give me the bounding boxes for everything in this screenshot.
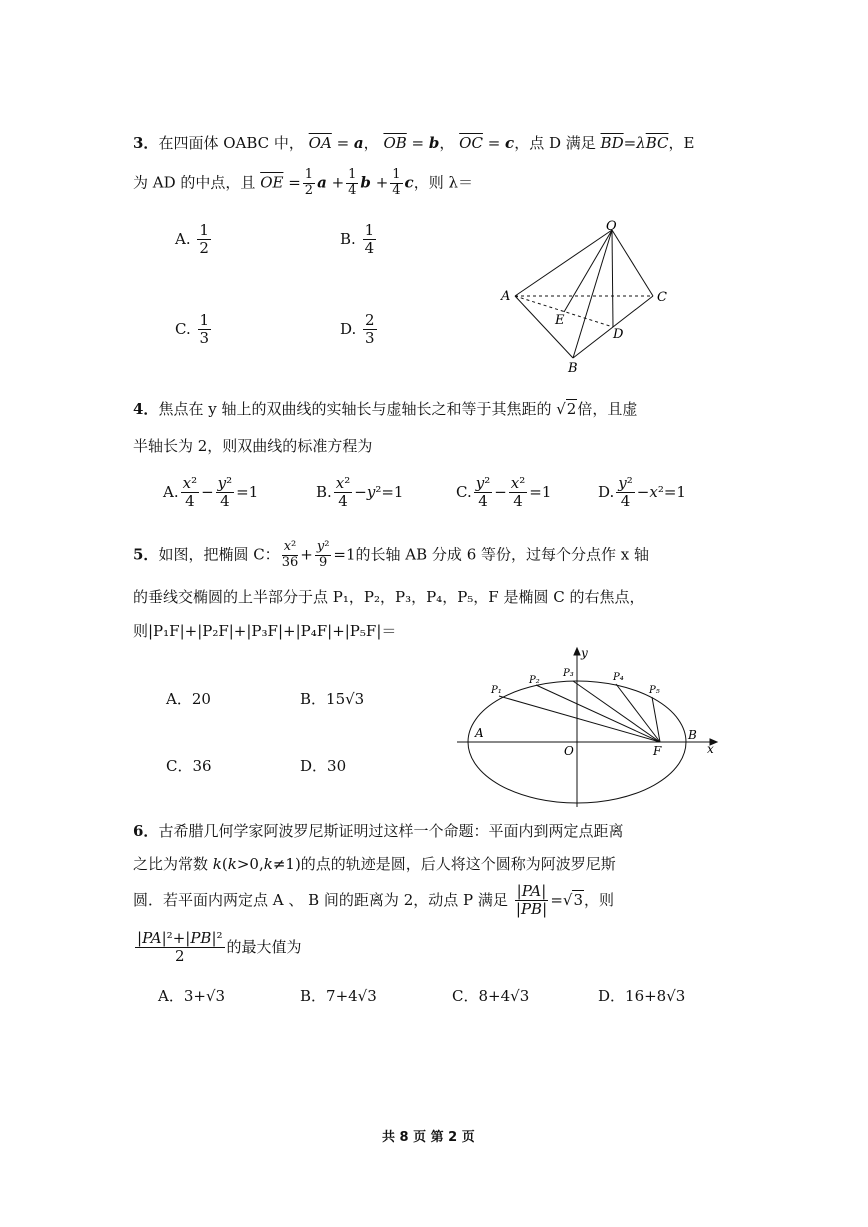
- vector-bd: $\overline{BD}$: [600, 134, 624, 152]
- q3-line2: 为 AD 的中点，且 $\overline{OE}$ = $\frac{1}{2}$ a + $\frac{1}{4}$ b + $\frac{1}{4}$ c，则 λ＝: [133, 167, 473, 198]
- option-value: 20: [191, 690, 211, 708]
- q5-line2: [133, 586, 645, 607]
- edge-od: [612, 230, 613, 327]
- frac-quarter-2: $\frac{1}{4}$: [392, 167, 401, 198]
- q5-text-3: 则|P₁F|+|P₂F|+|P₃F|+|P₄F|+|P₅F|＝: [133, 622, 397, 640]
- edge-ob: [573, 230, 612, 358]
- q5-option-a[interactable]: [166, 688, 211, 709]
- option-label: D.: [340, 319, 357, 338]
- option-value: 30: [327, 757, 347, 775]
- lambda: λ: [636, 134, 646, 152]
- q3-text-1a: 在四面体 OABC 中，: [158, 134, 304, 152]
- q6-line3: 圆．若平面内两定点 A 、 B 间的距离为 2，动点 P 满足 $\frac{|PA|}{|PB|}$ =√3，则: [133, 882, 615, 919]
- q4-option-b[interactable]: B. $\frac{\text{x²}}{4}$ −y²=1: [316, 474, 404, 511]
- q3-option-d[interactable]: [340, 312, 379, 348]
- label-e: E: [555, 313, 565, 328]
- label-c: C: [657, 290, 667, 305]
- q6-text-3b: ，则: [584, 890, 615, 909]
- edge-oa: [515, 230, 612, 296]
- q4-option-a[interactable]: A. $\frac{\text{x²}}{4}$ − $\frac{\text{y²}}{4}$ =1: [163, 474, 259, 511]
- label-p3: P₃: [563, 668, 574, 679]
- frac-pa-pb: $\frac{|PA|}{|PB|}$: [515, 882, 548, 919]
- frac-y2-4: $\frac{\text{y²}}{4}$: [217, 474, 233, 511]
- option-label: A.: [163, 482, 179, 501]
- label-y: y: [581, 646, 588, 660]
- q6-line2: 之比为常数 k(k>0,k≠1)的点的轨迹是圆，后人将这个圆称为阿波罗尼斯: [133, 855, 616, 873]
- vector-oe: $\overline{OE}$: [260, 173, 284, 192]
- frac-x2-4: $\frac{\text{x²}}{4}$: [510, 474, 526, 511]
- seg-p2f: [536, 685, 660, 742]
- q5-option-c[interactable]: [166, 755, 212, 776]
- q6-line1: [133, 820, 623, 841]
- q3-line1: 3．在四面体 OABC 中， $\overline{OA} = a$， $\overline{OB} = b$， $\overline{OC} = c$，点 D 满足 $\overline{BD}=\lambda\overline{BC}$，E: [133, 134, 695, 152]
- q3-text-2b: ，则 λ＝: [413, 173, 473, 192]
- option-fraction: $\frac{2}{3}$: [365, 311, 375, 348]
- option-label: A．: [158, 987, 184, 1005]
- q3-option-a[interactable]: [175, 222, 213, 258]
- frac-quarter-1: $\frac{1}{4}$: [348, 167, 357, 198]
- vector-ob: $\overline{OB}$: [383, 134, 407, 152]
- frac-y2-4: $\frac{\text{y²}}{4}$: [618, 474, 633, 511]
- vector-oa: $\overline{OA}$: [308, 134, 332, 152]
- q3-text-2a: 为 AD 的中点，且: [133, 173, 256, 192]
- q5-line3: [133, 620, 396, 641]
- q5-option-b[interactable]: [300, 688, 364, 709]
- q3-option-c[interactable]: [175, 312, 213, 348]
- label-p2: P₂: [529, 675, 540, 686]
- q5-line1: 5．如图，把椭圆 C： $\frac{\text{x²}}{36}$ + $\frac{\text{y²}}{9}$ =1的长轴 AB 分成 6 等份，过每个分点作 x 轴: [133, 539, 649, 570]
- q6-text-1: 古希腊几何学家阿波罗尼斯证明过这样一个命题：平面内到两定点距离: [158, 822, 624, 840]
- q6-option-d[interactable]: [598, 985, 685, 1006]
- q6-number: 6．: [133, 822, 159, 840]
- label-a: A: [475, 726, 484, 740]
- q3-text-1b: ，点 D 满足: [514, 134, 596, 152]
- option-label: C．: [452, 987, 479, 1005]
- frac-x2-4: $\frac{\text{x²}}{4}$: [182, 474, 198, 511]
- vec-a: a: [353, 134, 364, 152]
- q6-option-b[interactable]: [300, 985, 377, 1006]
- q5-text-2: 的垂线交椭圆的上半部分于点 P₁，P₂，P₃，P₄，P₅，F 是椭圆 C 的右焦点，: [133, 588, 645, 606]
- label-p1: P₁: [491, 685, 502, 696]
- option-value: 3+√3: [183, 987, 226, 1005]
- option-value: 16+8√3: [625, 987, 686, 1005]
- frac-y2-9: $\frac{\text{y²}}{9}$: [316, 539, 330, 570]
- ellipse-figure: [455, 645, 725, 810]
- label-f: F: [653, 744, 662, 758]
- option-label: D．: [300, 757, 328, 775]
- vector-oc: $\overline{OC}$: [459, 134, 483, 152]
- tetrahedron-figure: [495, 220, 685, 380]
- label-o: O: [564, 744, 574, 758]
- q6-text-4: 的最大值为: [226, 937, 302, 956]
- q6-line4: [133, 930, 302, 966]
- option-label: B.: [316, 482, 332, 501]
- q4-text-2: 半轴长为 2，则双曲线的标准方程为: [133, 437, 373, 455]
- q6-text-3a: 圆．若平面内两定点 A 、 B 间的距离为 2，动点 P 满足: [133, 890, 508, 909]
- option-label: B.: [340, 229, 356, 248]
- label-p5: P₅: [649, 685, 660, 696]
- q4-text-1-end: 倍，且虚: [577, 400, 638, 418]
- frac-y2-4: $\frac{\text{y²}}{4}$: [475, 474, 491, 511]
- option-label: C.: [175, 319, 191, 338]
- q6-text-2b: 的点的轨迹是圆，后人将这个圆称为阿波罗尼斯: [300, 855, 616, 873]
- option-label: C.: [456, 482, 472, 501]
- label-o: O: [606, 220, 617, 234]
- edge-oc: [612, 230, 653, 296]
- q4-text-1: 焦点在 y 轴上的双曲线的实轴长与虚轴长之和等于其焦距的: [158, 400, 552, 418]
- option-label: D．: [598, 987, 626, 1005]
- seg-p3f: [573, 681, 660, 742]
- label-d: D: [613, 327, 624, 342]
- option-label: A．: [166, 690, 192, 708]
- frac-half: $\frac{1}{2}$: [304, 167, 314, 198]
- q5-text-1b: 的长轴 AB 分成 6 等份，过每个分点作 x 轴: [355, 545, 649, 564]
- q4-line2: [133, 435, 372, 456]
- frac-x2-4: $\frac{\text{x²}}{4}$: [335, 474, 351, 511]
- option-value: 15√3: [326, 690, 365, 708]
- label-x: x: [707, 742, 714, 756]
- q4-number: 4．: [133, 400, 159, 418]
- vec-b: b: [428, 134, 440, 152]
- option-fraction: $\frac{1}{3}$: [199, 311, 210, 348]
- q6-text-2a: 之比为常数: [133, 855, 209, 873]
- seg-p5f: [652, 697, 660, 742]
- option-value: 7+4√3: [326, 987, 377, 1005]
- frac-x2-36: $\frac{\text{x²}}{36}$: [281, 539, 299, 570]
- q3-option-b[interactable]: [340, 222, 378, 258]
- option-label: A.: [175, 229, 191, 248]
- label-b: B: [688, 728, 697, 742]
- option-fraction: $\frac{1}{4}$: [364, 221, 375, 258]
- q5-option-d[interactable]: [300, 755, 346, 776]
- option-label: D.: [598, 482, 615, 501]
- option-label: B．: [300, 987, 327, 1005]
- option-value: 36: [192, 757, 212, 775]
- frac-pa2-pb2: $\frac{\text{|PA|²+|PB|²}}{2}$: [137, 929, 223, 966]
- edge-oe: [564, 230, 612, 312]
- seg-p1f: [499, 696, 660, 742]
- q3-number: 3．: [133, 134, 159, 152]
- q4-option-c[interactable]: C. $\frac{\text{y²}}{4}$ − $\frac{\text{x²}}{4}$ =1: [456, 474, 552, 511]
- q4-line1: [133, 398, 637, 419]
- page-footer: 共 8 页 第 2 页: [382, 1130, 475, 1145]
- option-fraction: $\frac{1}{2}$: [199, 221, 209, 258]
- q6-option-a[interactable]: [158, 985, 225, 1006]
- q4-option-d[interactable]: D. $\frac{\text{y²}}{4}$ −x²=1: [598, 474, 686, 511]
- q5-text-1a: 如图，把椭圆 C：: [158, 545, 280, 564]
- vec-c: c: [505, 134, 515, 152]
- option-label: C．: [166, 757, 193, 775]
- q3-text-1c: ，E: [668, 134, 695, 152]
- label-a: A: [501, 289, 511, 304]
- q5-number: 5．: [133, 545, 159, 564]
- label-b: B: [568, 361, 578, 376]
- q6-option-c[interactable]: [452, 985, 529, 1006]
- y-axis-arrow: [574, 648, 580, 655]
- option-label: B．: [300, 690, 327, 708]
- label-p4: P₄: [613, 672, 624, 683]
- option-value: 8+4√3: [478, 987, 530, 1005]
- sqrt2: √2: [556, 400, 577, 418]
- vector-bc: $\overline{BC}$: [645, 134, 669, 152]
